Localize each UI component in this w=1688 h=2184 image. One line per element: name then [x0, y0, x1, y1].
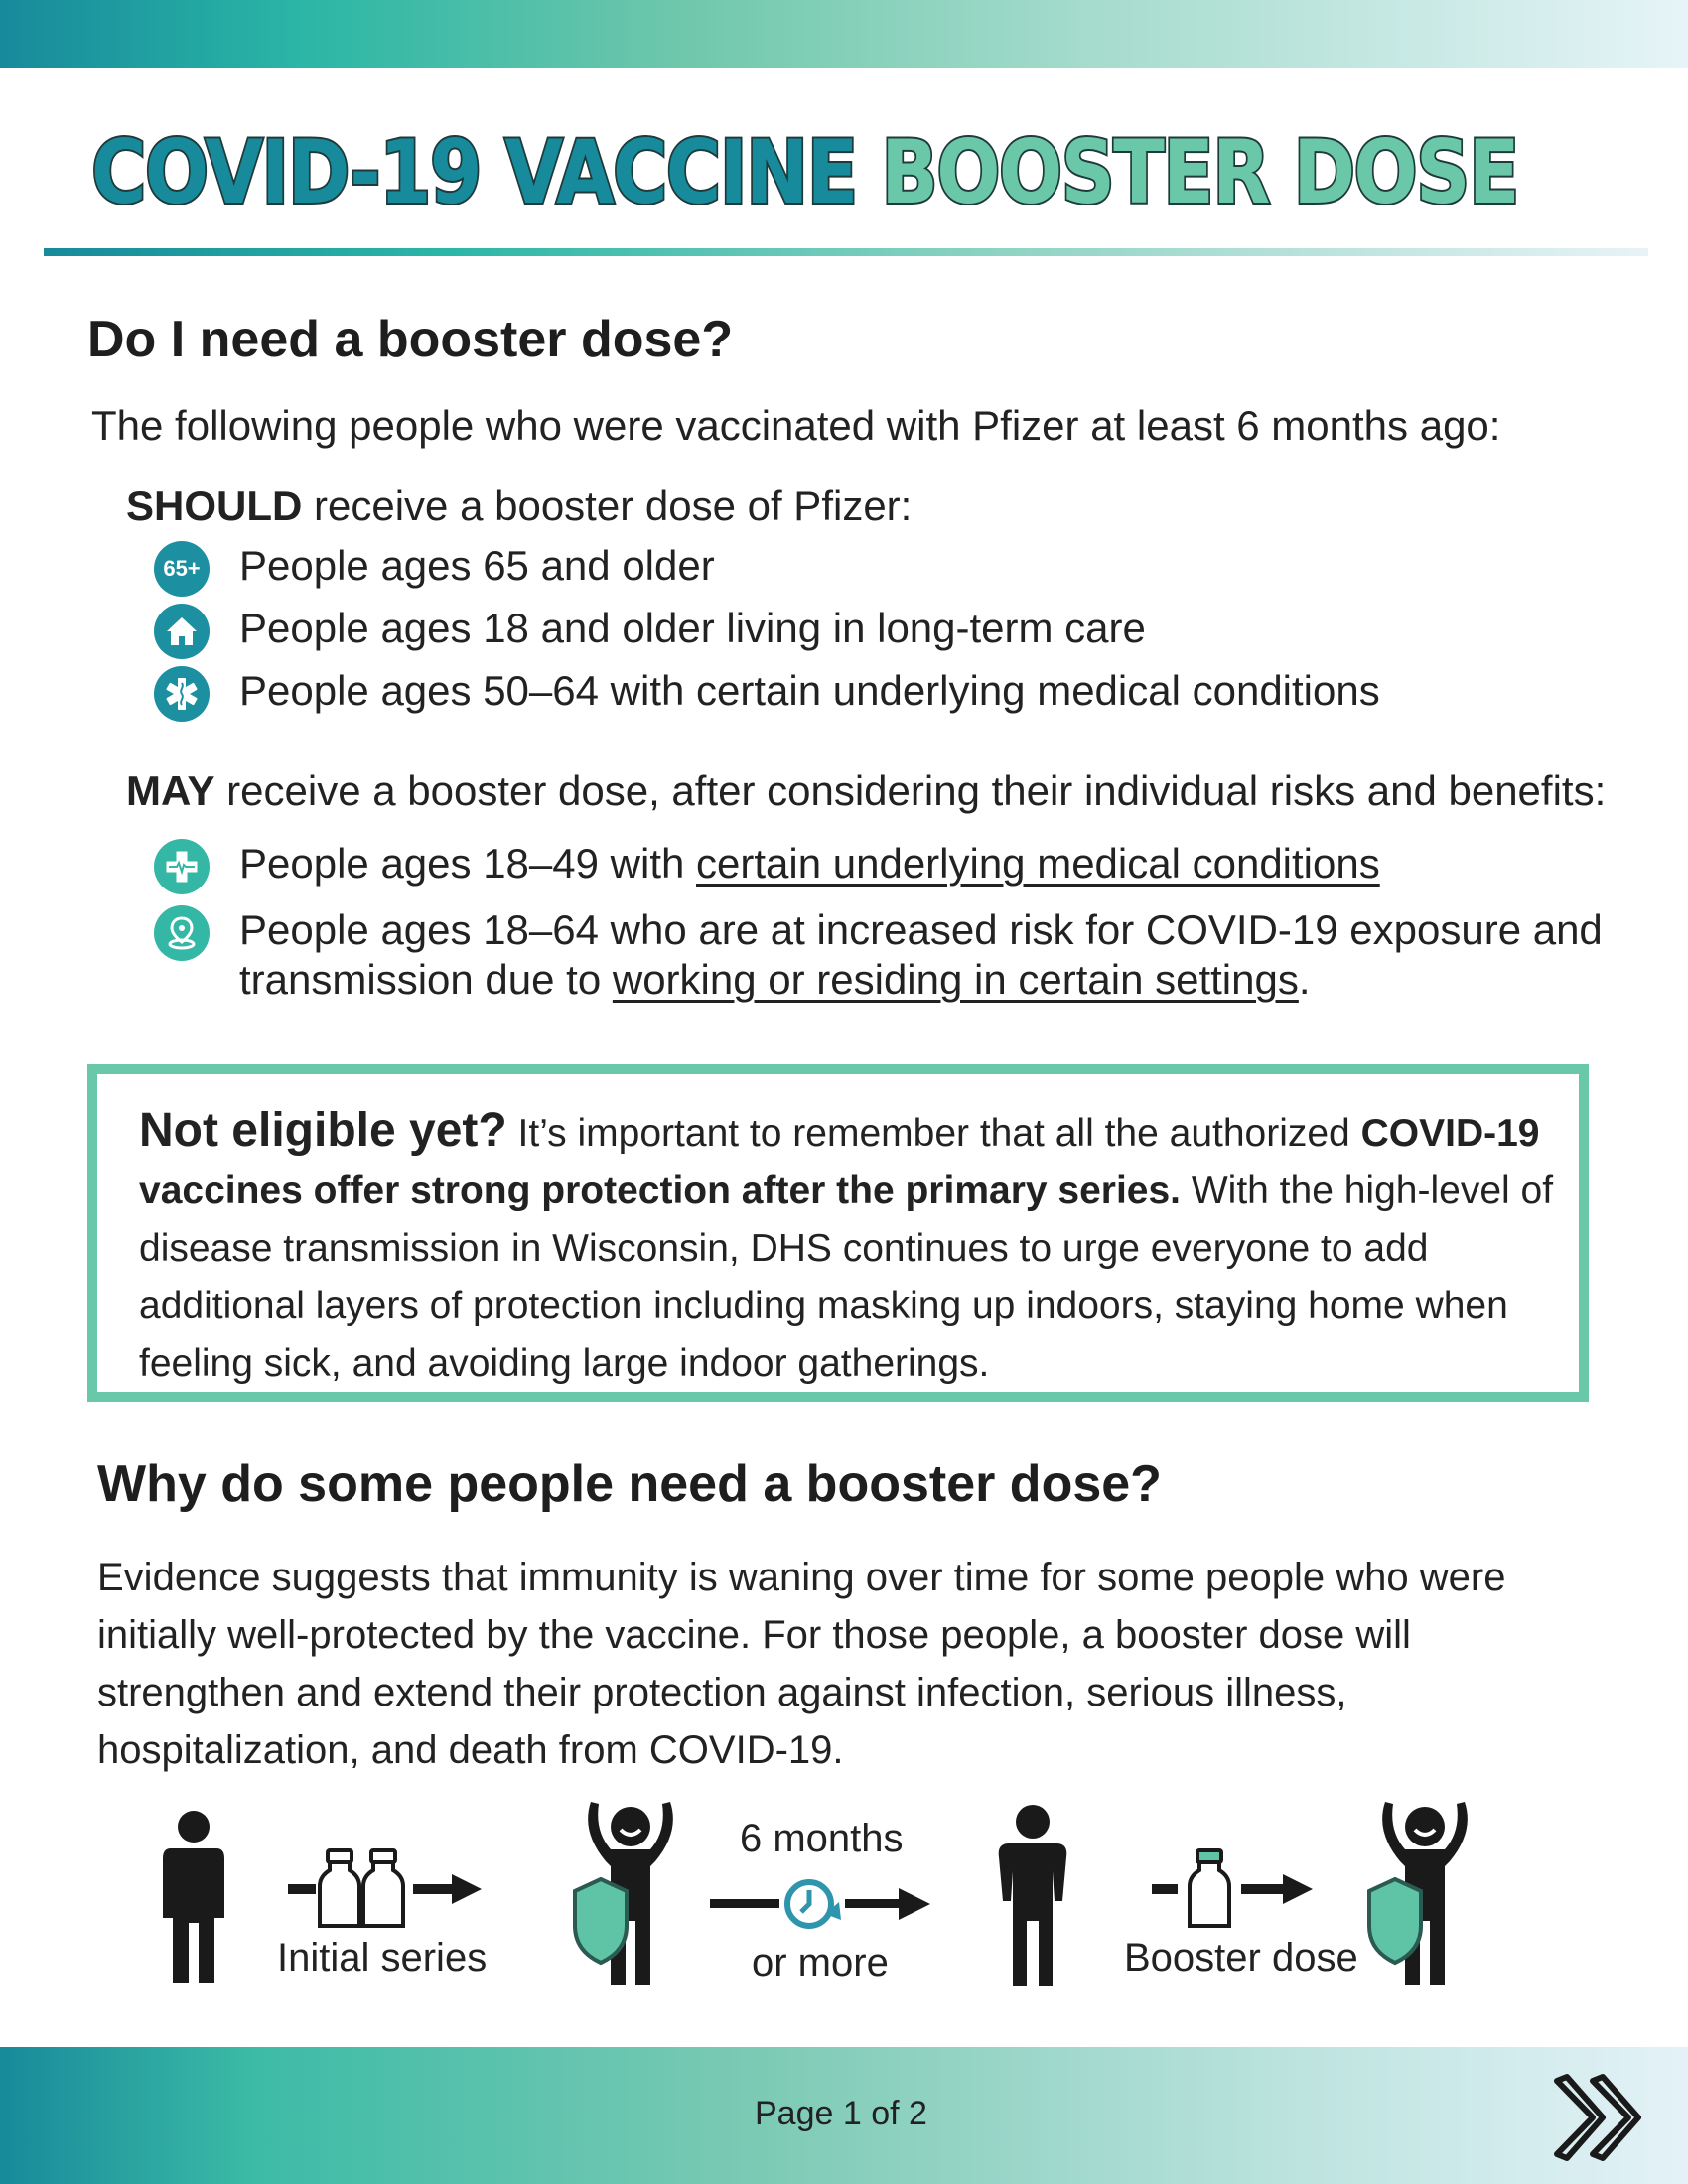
page-number: Page 1 of 2 — [755, 2095, 927, 2132]
six-months-label: 6 months — [740, 1817, 904, 1860]
double-chevron-right-icon[interactable] — [1549, 2073, 1653, 2162]
title-part-1: COVID-19 VACCINE — [91, 121, 857, 223]
section-heading-why-booster: Why do some people need a booster dose? — [97, 1455, 1162, 1513]
callout-bold: COVID-19 vaccines offer strong protection after the primary series. — [139, 1112, 1540, 1212]
why-body-text: Evidence suggests that immunity is waning over time for some people who were initially well-protected by the vaccine. For those people, a booster dose will strengthen and extend their protection against infection, serious illness, hospitalization, and death from COVID-19. — [97, 1556, 1506, 1772]
should-keyword: SHOULD — [126, 482, 303, 529]
title-part-2: BOOSTER DOSE — [881, 121, 1518, 223]
or-more-label: or more — [752, 1941, 889, 1984]
top-gradient-bar — [0, 0, 1688, 68]
link-working-residing-settings[interactable]: working or residing in certain settings — [612, 956, 1299, 1003]
should-item-text: People ages 50–64 with certain underlying medical conditions — [239, 667, 1380, 714]
may-item-text-before: transmission due to — [239, 956, 613, 1003]
title-divider — [44, 248, 1648, 256]
may-item-text — [239, 905, 1603, 1005]
medical-cross-heartbeat-icon — [154, 839, 210, 894]
may-item-text-before: People ages 18–49 with — [239, 840, 697, 887]
booster-dose-label: Booster dose — [1124, 1936, 1358, 1979]
protected-person-icon-2 — [1365, 1792, 1484, 1990]
may-item-text-after: . — [1298, 956, 1311, 1003]
initial-series-label: Initial series — [277, 1936, 488, 1979]
callout-text-2: With the high-level of disease transmission in Wisconsin, DHS continues to urge everyone to add additional layers of protection including masking up indoors, staying home when feeling sick, and avoiding large indoor gatherings. — [139, 1169, 1554, 1385]
callout-text-1: It’s important to remember that all the authorized — [506, 1112, 1350, 1155]
booster-vial-arrow-icon — [1152, 1846, 1331, 1931]
may-heading — [126, 767, 1606, 815]
should-item-text: People ages 65 and older — [239, 542, 715, 589]
may-item-text — [239, 839, 1380, 888]
should-heading — [126, 482, 912, 530]
should-item-65-plus — [154, 541, 715, 597]
page-title — [91, 121, 1518, 223]
two-vials-arrow-icon — [288, 1846, 487, 1931]
65-plus-icon: 65+ — [154, 541, 210, 597]
clock-arrow-icon — [710, 1874, 938, 1934]
may-item-18-49 — [154, 839, 1380, 894]
should-rest: receive a booster dose of Pfizer: — [302, 482, 913, 529]
may-item-18-64-settings — [154, 905, 1603, 1005]
should-item-medical-conditions — [154, 666, 1380, 722]
callout-text — [139, 1102, 1569, 1393]
protected-person-icon — [571, 1792, 690, 1990]
should-item-long-term-care — [154, 604, 1146, 659]
should-item-text: People ages 18 and older living in long-term care — [239, 605, 1146, 651]
callout-lead: Not eligible yet? — [139, 1104, 507, 1157]
medical-star-of-life-icon — [154, 666, 210, 722]
house-icon — [154, 604, 210, 659]
may-item-line1: People ages 18–64 who are at increased risk for COVID-19 exposure and — [239, 906, 1603, 953]
booster-timeline-illustration — [0, 1787, 1688, 2005]
intro-text: The following people who were vaccinated with Pfizer at least 6 months ago: — [91, 402, 1501, 449]
link-certain-medical-conditions[interactable]: certain underlying medical conditions — [696, 840, 1380, 887]
location-pin-icon — [154, 905, 210, 961]
person-icon — [159, 1809, 228, 1987]
waning-person-icon — [993, 1802, 1072, 1990]
section-heading-need-booster: Do I need a booster dose? — [87, 311, 734, 368]
not-eligible-callout — [87, 1064, 1589, 1402]
may-rest: receive a booster dose, after considering their individual risks and benefits: — [214, 767, 1607, 814]
may-keyword: MAY — [126, 767, 215, 814]
